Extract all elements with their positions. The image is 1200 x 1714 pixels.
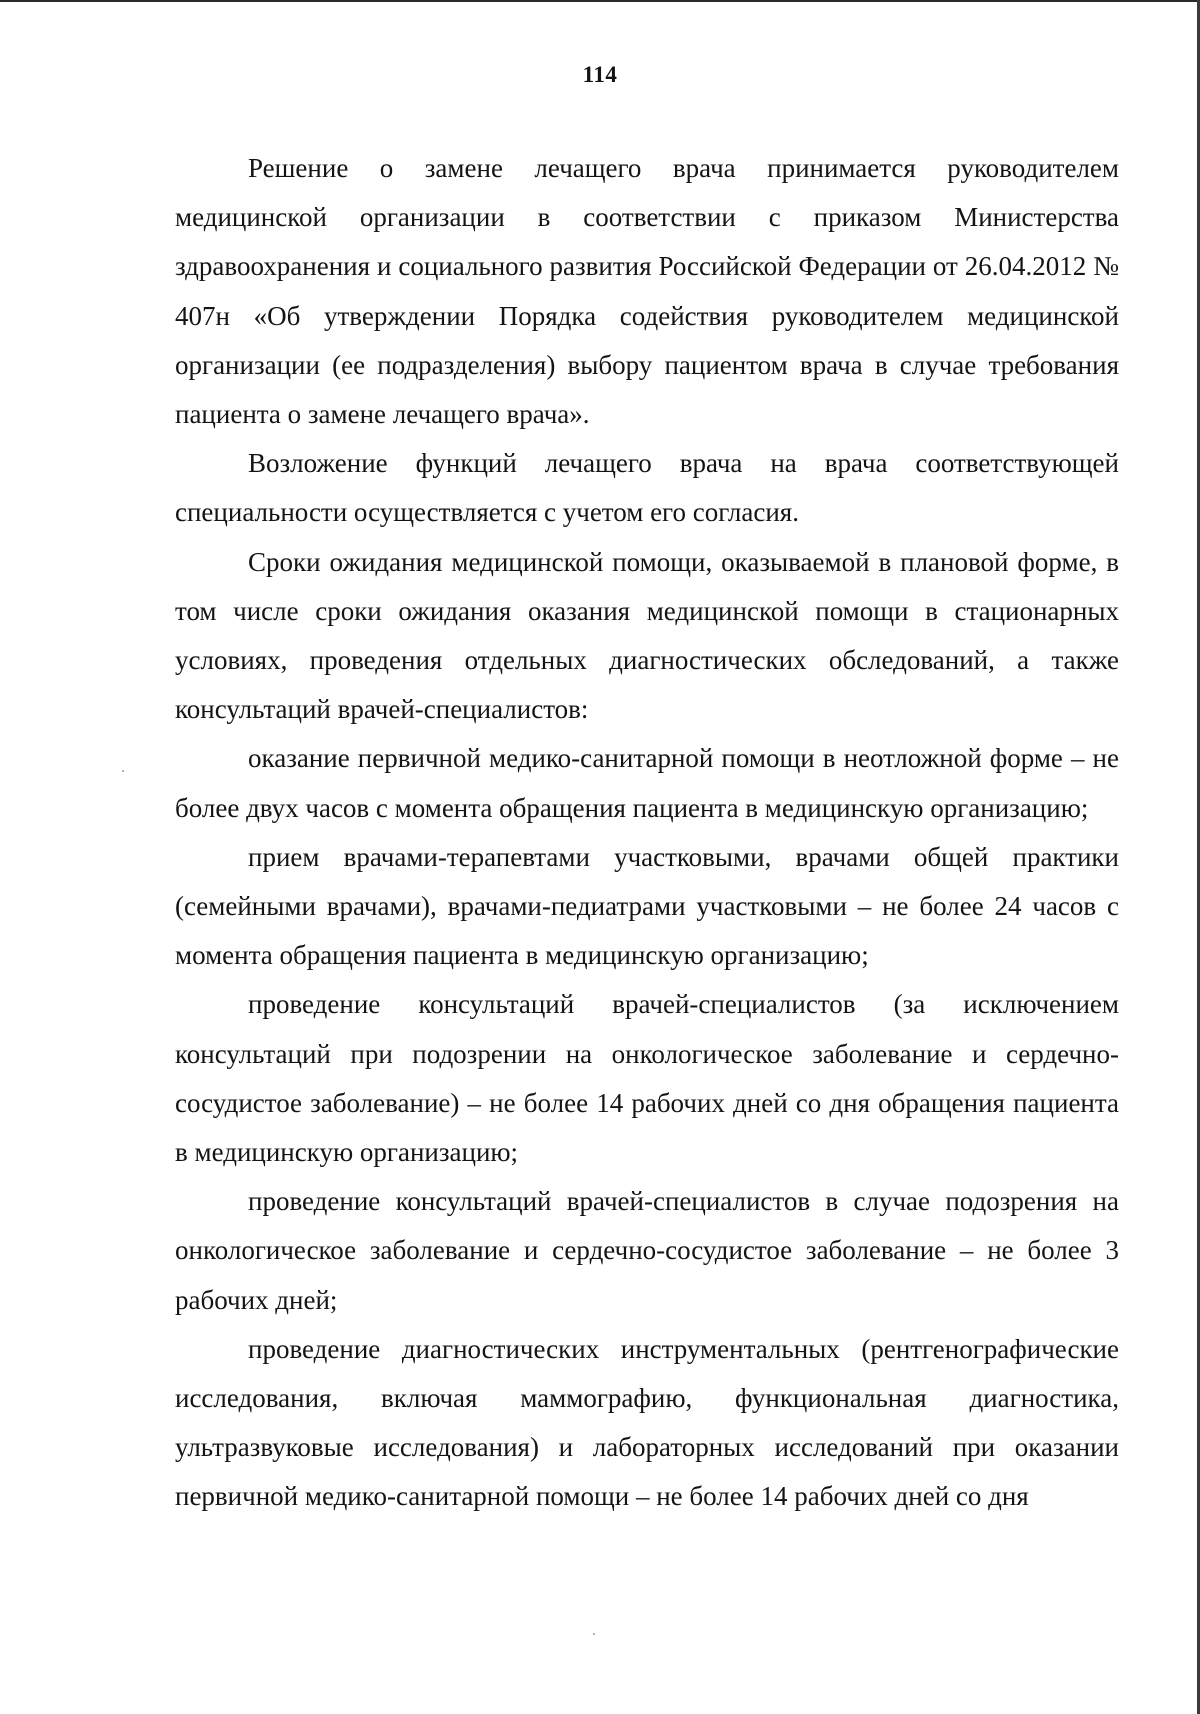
paragraph-doctor-replacement: Решение о замене лечащего врача принимается руководителем медицинской организации в соответствии с приказом Министерства здравоохранения и социального развития Российской Федерации от 26.04.2012 № 407н «Об утверждении Порядка содействия руководителем медицинской организации (ее подразделения) выбору пациентом врача в случае требования пациента о замене лечащего врача». (175, 153, 1119, 430)
list-item-urgent-care: оказание первичной медико-санитарной помощи в неотложной форме – не более двух часов с момента обращения пациента в медицинскую организацию; (175, 743, 1119, 823)
scan-edge-top (0, 0, 1200, 2)
list-item-therapist-appointment: прием врачами-терапевтами участковыми, врачами общей практики (семейными врачами), врачами-педиатрами участковыми – не более 24 часов с момента обращения пациента в медицинскую организацию; (175, 841, 1119, 971)
scan-speck (593, 1633, 595, 1635)
list-item-diagnostic-tests: проведение диагностических инструментальных (рентгенографические исследования, включая маммографию, функциональная диагностика, ультразвуковые исследования) и лабораторных исследований при оказании первичной медико-санитарной помощи – не более 14 рабочих дней со дня (175, 1333, 1119, 1512)
paragraph-waiting-times-intro: Сроки ожидания медицинской помощи, оказываемой в плановой форме, в том числе сроки ожидания оказания медицинской помощи в стационарных условиях, проведения отдельных диагностических обследований, а также консультаций врачей-специалистов: (175, 546, 1119, 725)
page-number: 114 (582, 62, 618, 87)
paragraph-duties-assignment: Возложение функций лечащего врача на врача соответствующей специальности осуществляется с учетом его согласия. (175, 448, 1119, 528)
list-item-oncology-cardio-consultation: проведение консультаций врачей-специалистов в случае подозрения на онкологическое заболевание и сердечно-сосудистое заболевание – не более 3 рабочих дней; (175, 1186, 1119, 1315)
document-body (175, 144, 1119, 1522)
list-item-specialist-consultation: проведение консультаций врачей-специалистов (за исключением консультаций при подозрении на онкологическое заболевание и сердечно-сосудистое заболевание) – не более 14 рабочих дней со дня обращения пациента в медицинскую организацию; (175, 989, 1119, 1168)
scan-speck (122, 770, 124, 772)
